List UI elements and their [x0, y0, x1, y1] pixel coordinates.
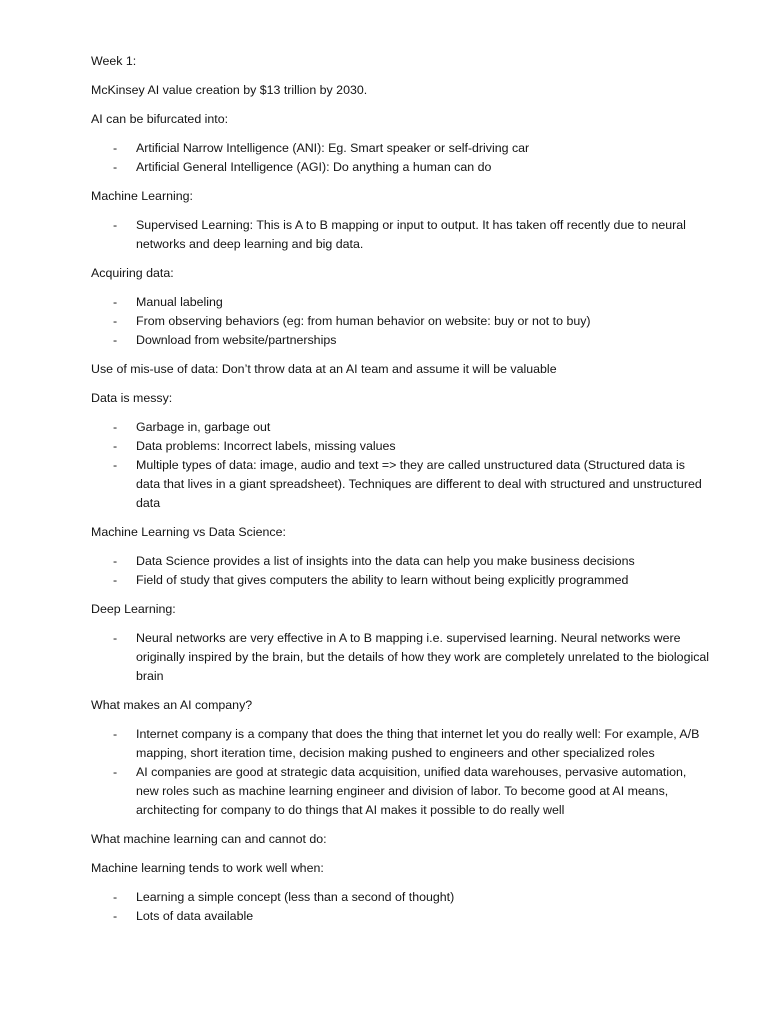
- ai-company-heading: What makes an AI company?: [91, 698, 253, 712]
- acquiring-data-list: [91, 293, 711, 350]
- works-well-list: [91, 888, 711, 926]
- works-well-heading: Machine learning tends to work well when:: [91, 861, 324, 875]
- list-item: - Download from website/partnerships: [91, 331, 711, 350]
- list-item: - Artificial Narrow Intelligence (ANI): Eg. Smart speaker or self-driving car: [91, 139, 711, 158]
- list-item: - Garbage in, garbage out: [91, 418, 711, 437]
- can-cannot-heading: What machine learning can and cannot do:: [91, 832, 327, 846]
- mckinsey-statement: McKinsey AI value creation by $13 trillion by 2030.: [91, 83, 368, 97]
- list-item: - Multiple types of data: image, audio and text => they are called unstructured data (Structured data is data that lives in a giant spreadsheet). Techniques are different to deal with structured and unstructured data: [91, 456, 711, 513]
- list-item: - Field of study that gives computers the ability to learn without being explicitly programmed: [91, 571, 711, 590]
- data-messy-heading: Data is messy:: [91, 391, 173, 405]
- machine-learning-heading: Machine Learning:: [91, 189, 193, 203]
- data-messy-list: [91, 418, 711, 513]
- data-misuse-statement: Use of mis-use of data: Don’t throw data at an AI team and assume it will be valuable: [91, 362, 557, 376]
- week-heading: Week 1:: [91, 54, 137, 68]
- list-item: - Data Science provides a list of insights into the data can help you make business decisions: [91, 552, 711, 571]
- list-item: - Internet company is a company that does the thing that internet let you do really well: For example, A/B mapping, short iteration time, decision making pushed to engineers and other specialized roles: [91, 725, 711, 763]
- list-item: - Learning a simple concept (less than a second of thought): [91, 888, 711, 907]
- ai-company-list: [91, 725, 711, 820]
- list-item: - Manual labeling: [91, 293, 711, 312]
- list-item: - Supervised Learning: This is A to B mapping or input to output. It has taken off recently due to neural networks and deep learning and big data.: [91, 216, 711, 254]
- document-page: [91, 52, 711, 936]
- list-item: - Artificial General Intelligence (AGI): Do anything a human can do: [91, 158, 711, 177]
- deep-learning-heading: Deep Learning:: [91, 602, 176, 616]
- ml-vs-ds-list: [91, 552, 711, 590]
- list-item: - Data problems: Incorrect labels, missing values: [91, 437, 711, 456]
- acquiring-data-heading: Acquiring data:: [91, 266, 174, 280]
- deep-learning-list: [91, 629, 711, 686]
- bifurcated-heading: AI can be bifurcated into:: [91, 112, 229, 126]
- list-item: - Neural networks are very effective in A to B mapping i.e. supervised learning. Neural networks were originally inspired by the brain, but the details of how they work are completely unrelated to the biological brain: [91, 629, 711, 686]
- ml-vs-ds-heading: Machine Learning vs Data Science:: [91, 525, 286, 539]
- machine-learning-list: [91, 216, 711, 254]
- list-item: - Lots of data available: [91, 907, 711, 926]
- list-item: - AI companies are good at strategic data acquisition, unified data warehouses, pervasive automation, new roles such as machine learning engineer and division of labor. To become good at AI means, architecting for company to do things that AI makes it possible to do really well: [91, 763, 711, 820]
- bifurcated-list: [91, 139, 711, 177]
- list-item: - From observing behaviors (eg: from human behavior on website: buy or not to buy): [91, 312, 711, 331]
